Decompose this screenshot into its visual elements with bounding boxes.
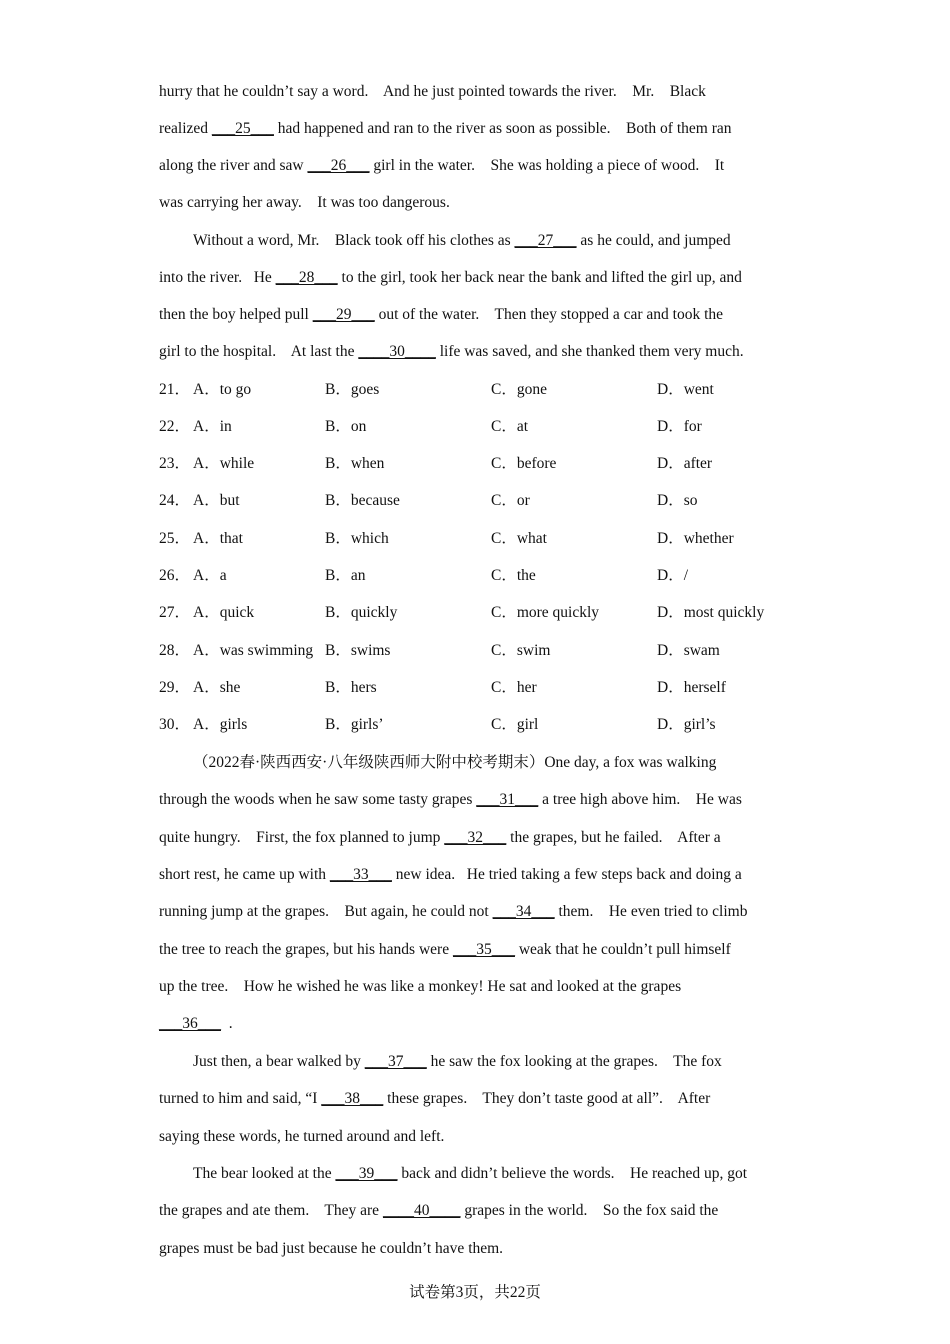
passage1-line-4: was carrying her away. It was too dangerous. xyxy=(159,194,450,211)
option-a[interactable]: A．was swimming xyxy=(193,642,314,659)
option-c[interactable]: C．more quickly xyxy=(491,604,600,621)
passage2-para2-line-3: saying these words, he turned around and left. xyxy=(159,1128,445,1145)
passage1-para2-line-1: Without a word, Mr. Black took off his clothes as ___27___ as he could, and jumped xyxy=(193,232,731,249)
option-b[interactable]: B．quickly xyxy=(325,604,398,621)
question-number: 29． xyxy=(159,679,191,696)
option-b[interactable]: B．on xyxy=(325,418,367,435)
option-b[interactable]: B．which xyxy=(325,530,389,547)
page-footer: 试卷第3页，共22页 xyxy=(409,1284,541,1301)
option-a[interactable]: A．a xyxy=(193,567,227,584)
option-b[interactable]: B．goes xyxy=(325,381,380,398)
blank-34: ___34___ xyxy=(492,903,555,920)
option-d[interactable]: D．swam xyxy=(657,642,720,659)
option-d[interactable]: D．girl’s xyxy=(657,716,716,733)
passage2-para3-line-2: the grapes and ate them. They are ____40____ grapes in the world. So the fox said the xyxy=(159,1202,719,1219)
blank-28: ___28___ xyxy=(275,269,338,286)
option-c[interactable]: C．or xyxy=(491,492,530,509)
blank-33: ___33___ xyxy=(329,866,392,883)
option-c[interactable]: C．girl xyxy=(491,716,539,733)
option-b[interactable]: B．swims xyxy=(325,642,391,659)
option-b[interactable]: B．when xyxy=(325,455,385,472)
question-number: 27． xyxy=(159,604,191,621)
blank-25: ___25___ xyxy=(211,120,274,137)
blank-39: ___39___ xyxy=(335,1165,398,1182)
option-b[interactable]: B．an xyxy=(325,567,366,584)
option-b[interactable]: B．because xyxy=(325,492,400,509)
option-d[interactable]: D．for xyxy=(657,418,702,435)
option-d[interactable]: D．whether xyxy=(657,530,734,547)
option-c[interactable]: C．what xyxy=(491,530,547,547)
passage2-line-6: the tree to reach the grapes, but his hands were ___35___ weak that he couldn’t pull himself xyxy=(159,941,731,958)
question-number: 22． xyxy=(159,418,191,435)
passage2-line-3: quite hungry. First, the fox planned to jump ___32___ the grapes, but he failed. After a xyxy=(159,829,721,846)
option-c[interactable]: C．at xyxy=(491,418,529,435)
blank-40: ____40____ xyxy=(382,1202,461,1219)
passage2-line-4: short rest, he came up with ___33___ new idea. He tried taking a few steps back and doing a xyxy=(159,866,742,883)
option-a[interactable]: A．that xyxy=(193,530,243,547)
passage2-line-7: up the tree. How he wished he was like a monkey! He sat and looked at the grapes xyxy=(159,978,682,995)
passage2-line-8: ___36___ . xyxy=(159,1015,233,1032)
option-c[interactable]: C．swim xyxy=(491,642,551,659)
option-a[interactable]: A．she xyxy=(193,679,241,696)
option-d[interactable]: D．after xyxy=(657,455,713,472)
passage1-line-2: realized ___25___ had happened and ran to the river as soon as possible. Both of them ran xyxy=(159,120,732,137)
blank-32: ___32___ xyxy=(444,829,507,846)
option-a[interactable]: A．girls xyxy=(193,716,248,733)
question-number: 23． xyxy=(159,455,191,472)
option-a[interactable]: A．while xyxy=(193,455,255,472)
option-c[interactable]: C．gone xyxy=(491,381,547,398)
option-d[interactable]: D．most quickly xyxy=(657,604,765,621)
option-c[interactable]: C．the xyxy=(491,567,536,584)
question-number: 25． xyxy=(159,530,191,547)
blank-29: ___29___ xyxy=(312,306,375,323)
option-c[interactable]: C．before xyxy=(491,455,557,472)
blank-31: ___31___ xyxy=(476,791,539,808)
passage2-para3-line-1: The bear looked at the ___39___ back and didn’t believe the words. He reached up, got xyxy=(193,1165,748,1182)
passage1-para2-line-3: then the boy helped pull ___29___ out of the water. Then they stopped a car and took the xyxy=(159,306,724,323)
option-a[interactable]: A．in xyxy=(193,418,232,435)
passage2-para2-line-2: turned to him and said, “I ___38___ these grapes. They don’t taste good at all”. After xyxy=(159,1090,711,1107)
passage2-line-2: through the woods when he saw some tasty grapes ___31___ a tree high above him. He was xyxy=(159,791,742,808)
option-a[interactable]: A．quick xyxy=(193,604,255,621)
question-number: 26． xyxy=(159,567,191,584)
blank-26: ___26___ xyxy=(307,157,370,174)
blank-27: ___27___ xyxy=(514,232,577,249)
passage2-para3-line-3: grapes must be bad just because he couldn’t have them. xyxy=(159,1240,504,1257)
passage2-line-1: （2022春·陕西西安·八年级陕西师大附中校考期末）One day, a fox was walking xyxy=(193,754,717,771)
option-b[interactable]: B．girls’ xyxy=(325,716,384,733)
option-a[interactable]: A．to go xyxy=(193,381,252,398)
passage1-line-3: along the river and saw ___26___ girl in the water. She was holding a piece of wood. It xyxy=(159,157,725,174)
question-number: 21． xyxy=(159,381,191,398)
option-d[interactable]: D．went xyxy=(657,381,714,398)
passage1-para2-line-2: into the river. He ___28___ to the girl, took her back near the bank and lifted the girl up, and xyxy=(159,269,742,286)
question-number: 24． xyxy=(159,492,191,509)
option-d[interactable]: D．herself xyxy=(657,679,726,696)
blank-35: ___35___ xyxy=(452,941,515,958)
option-c[interactable]: C．her xyxy=(491,679,537,696)
blank-37: ___37___ xyxy=(364,1053,427,1070)
option-d[interactable]: D．/ xyxy=(657,567,689,584)
blank-36: ___36___ xyxy=(159,1015,221,1032)
question-number: 30． xyxy=(159,716,191,733)
option-a[interactable]: A．but xyxy=(193,492,240,509)
passage1-line-1: hurry that he couldn’t say a word. And he just pointed towards the river. Mr. Black xyxy=(159,83,706,100)
passage1-para2-line-4: girl to the hospital. At last the ____30____ life was saved, and she thanked them very much. xyxy=(159,343,744,360)
passage2-para2-line-1: Just then, a bear walked by ___37___ he saw the fox looking at the grapes. The fox xyxy=(193,1053,722,1070)
blank-38: ___38___ xyxy=(321,1090,384,1107)
question-number: 28． xyxy=(159,642,191,659)
blank-30: ____30____ xyxy=(358,343,436,360)
passage2-line-5: running jump at the grapes. But again, he could not ___34___ them. He even tried to climb xyxy=(159,903,748,920)
option-b[interactable]: B．hers xyxy=(325,679,377,696)
option-d[interactable]: D．so xyxy=(657,492,698,509)
